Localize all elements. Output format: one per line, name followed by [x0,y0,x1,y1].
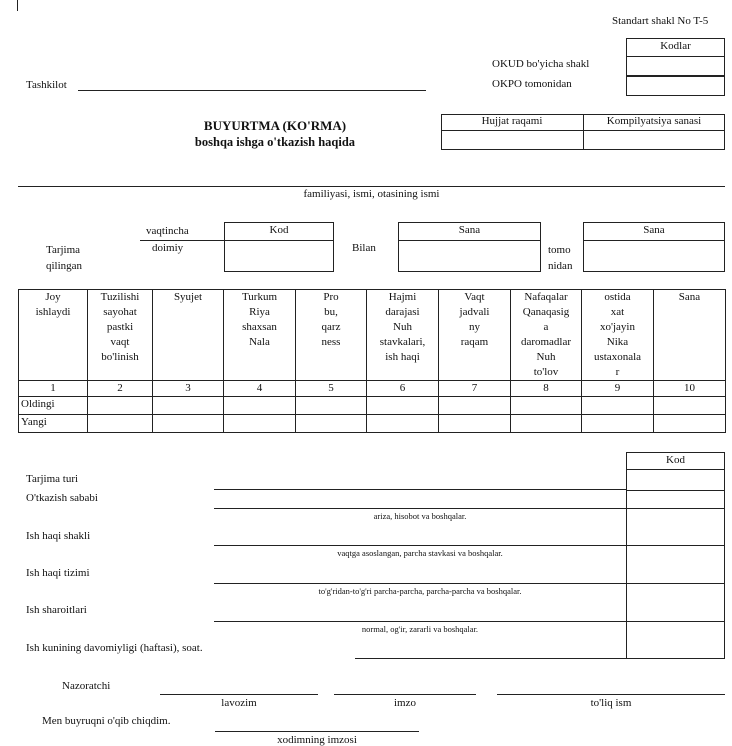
supervisor-label: Nazoratchi [62,680,111,692]
conditions-hint: normal, og'ir, zararli va boshqalar. [361,624,479,634]
pay-system-hint: to'g'ridan-to'g'ri parcha-parcha, parcha-parcha va boshqalar. [318,586,522,596]
acknowledgement-label: Men buyruqni o'qib chiqdim. [42,715,171,727]
conditions-label: Ish sharoitlari [26,604,87,616]
code-field[interactable] [225,241,333,271]
position-caption: lavozim [221,697,257,709]
pay-system-field[interactable] [214,583,626,584]
transfer-type-field[interactable] [214,489,626,490]
details-code-label: Kod [666,454,685,466]
pay-form-field[interactable] [214,545,626,546]
col-header: Tuzilishi sayohat pastki vaqt bo'linish [88,290,153,381]
table-cell[interactable] [654,415,726,433]
conditions-field[interactable] [214,621,626,622]
corner-tick [17,0,18,11]
signature-caption: imzo [394,697,416,709]
pay-form-hint: vaqtga asoslangan, parcha stavkasi va boshqalar. [337,548,503,558]
table-cell[interactable] [153,397,224,415]
reason-field[interactable] [214,508,626,509]
col-header: ostida xat xo'jayin Nika ustaxonala r [582,290,654,381]
okud-label: OKUD bo'yicha shakl [492,58,590,70]
table-cell[interactable] [511,397,582,415]
organization-label: Tashkilot [26,79,67,91]
code-label: Kod [269,224,289,236]
table-cell[interactable] [224,397,296,415]
table-cell[interactable] [439,397,511,415]
col-header: Pro bu, qarz ness [296,290,367,381]
table-cell[interactable] [582,415,654,433]
employee-name-field[interactable] [18,186,725,187]
to-label: tomo nidan [548,244,573,272]
order-subtitle: boshqa ishga o'tkazish haqida [194,135,356,149]
col-header: Sana [654,290,726,381]
table-cell[interactable] [654,397,726,415]
col-number: 8 [511,381,582,397]
okpo-label: OKPO tomonidan [492,78,572,90]
col-header: Turkum Riya shaxsan Nala [224,290,296,381]
doc-date-field[interactable] [584,131,724,149]
job-table-number-row [19,381,726,397]
codes-label: Kodlar [660,40,691,52]
supervisor-position-field[interactable] [160,694,318,695]
to-date-label: Sana [643,224,665,236]
col-number: 1 [19,381,88,397]
details-code-column [626,452,725,659]
table-cell[interactable] [367,397,439,415]
standard-form-label: Standart shakl No T-5 [612,15,709,27]
pay-form-label: Ish haqi shakli [26,530,91,542]
doc-number-field[interactable] [442,131,582,149]
reason-label: O'tkazish sababi [26,492,98,504]
okud-code-field[interactable] [626,56,725,76]
col-number: 5 [296,381,367,397]
permanent-label: doimiy [152,242,184,254]
doc-date-label: Kompilyatsiya sanasi [606,115,702,127]
order-title: BUYURTMA (KO'RMA) [203,118,347,133]
duration-label: Ish kunining davomiyligi (haftasi), soat. [26,642,203,654]
from-date-field[interactable] [399,241,540,271]
table-cell[interactable] [439,415,511,433]
employee-name-caption: familiyasi, ismi, otasining ismi [303,188,440,200]
fullname-caption: to'liq ism [590,697,632,709]
okpo-code-field[interactable] [626,76,725,96]
table-row [19,397,726,415]
table-cell[interactable] [367,415,439,433]
doc-number-label: Hujjat raqami [481,115,543,127]
organization-field[interactable] [78,90,426,91]
employee-signature-caption: xodimning imzosi [277,734,357,746]
table-cell[interactable] [224,415,296,433]
col-number: 3 [153,381,224,397]
supervisor-signature-field[interactable] [334,694,476,695]
col-header: Hajmi darajasi Nuh stavkalari, ish haqi [367,290,439,381]
duration-field[interactable] [355,658,626,659]
col-number: 9 [582,381,654,397]
row-label-new: Yangi [19,415,88,433]
table-cell[interactable] [88,415,153,433]
col-header: Syujet [153,290,224,381]
col-number: 6 [367,381,439,397]
pay-system-label: Ish haqi tizimi [26,567,90,579]
employee-signature-field[interactable] [215,731,419,732]
to-date-field[interactable] [584,241,724,271]
job-table-header-row [19,290,726,381]
col-number: 2 [88,381,153,397]
transferred-label: Tarjima qilingan [46,244,83,272]
col-header: Joy ishlaydi [19,290,88,381]
table-cell[interactable] [582,397,654,415]
col-number: 7 [439,381,511,397]
col-number: 10 [654,381,726,397]
temporary-label: vaqtincha [146,225,189,237]
table-row [19,415,726,433]
row-label-previous: Oldingi [19,397,88,415]
job-table [18,289,726,433]
table-cell[interactable] [296,397,367,415]
from-date-label: Sana [458,224,481,236]
table-cell[interactable] [88,397,153,415]
supervisor-fullname-field[interactable] [497,694,725,695]
reason-hint: ariza, hisobot va boshqalar. [373,511,467,521]
table-cell[interactable] [296,415,367,433]
transfer-type-label: Tarjima turi [26,473,79,485]
table-cell[interactable] [511,415,582,433]
col-number: 4 [224,381,296,397]
col-header: Vaqt jadvali ny raqam [439,290,511,381]
table-cell[interactable] [153,415,224,433]
from-label: Bilan [352,242,376,254]
col-header: Nafaqalar Qanaqasig a daromadlar Nuh to'lov [511,290,582,381]
